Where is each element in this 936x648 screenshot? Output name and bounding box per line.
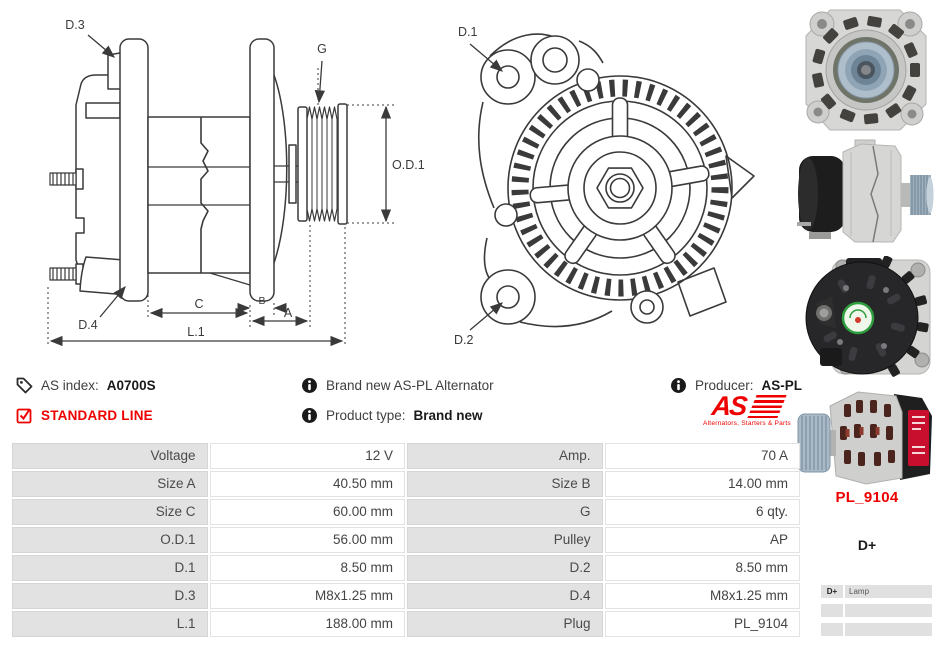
product-type-row: [301, 407, 483, 424]
dim-label-b: B: [258, 295, 266, 307]
spec-value: 60.00 mm: [210, 499, 406, 525]
spec-value: 12 V: [210, 443, 406, 469]
producer-value: AS-PL: [761, 378, 803, 393]
as-pl-logo: [699, 391, 795, 427]
spec-value: 14.00 mm: [605, 471, 801, 497]
spec-table: [12, 443, 800, 637]
alternator-side-view-drawing: [20, 5, 440, 355]
as-logo-stripes: [747, 395, 786, 418]
product-type-value: Brand new: [413, 408, 483, 423]
checkbox-checked-icon: [16, 407, 33, 424]
terminal-legend-table: [821, 585, 932, 636]
spec-value: 188.00 mm: [210, 611, 406, 637]
brand-new-text: Brand new AS-PL Alternator: [326, 378, 494, 393]
spec-value: 8.50 mm: [605, 555, 801, 581]
terminal-designation: D+: [857, 537, 877, 553]
product-photo-front[interactable]: [800, 6, 932, 134]
info-icon: [670, 377, 687, 394]
spec-value: 70 A: [605, 443, 801, 469]
terminal-key: [821, 604, 843, 617]
spec-value: 6 qty.: [605, 499, 801, 525]
standard-line-row: [16, 407, 153, 424]
spec-value: PL_9104: [605, 611, 801, 637]
standard-line-label: STANDARD LINE: [41, 408, 153, 423]
dim-label-l1: L.1: [187, 325, 205, 339]
product-photo-angled[interactable]: [796, 386, 934, 488]
terminal-desc: [845, 604, 932, 617]
spec-label: D.2: [407, 555, 603, 581]
terminal-desc: [845, 623, 932, 636]
spec-label: Size C: [12, 499, 208, 525]
product-photo-side[interactable]: [795, 136, 935, 250]
as-logo-tagline: Alternators, Starters & Parts: [703, 420, 791, 427]
alternator-front-view-drawing: [440, 10, 770, 350]
spec-label: Plug: [407, 611, 603, 637]
producer-label: Producer:: [695, 378, 754, 393]
dim-label-a: A: [283, 306, 293, 320]
spec-label: D.1: [12, 555, 208, 581]
info-icon: [301, 407, 318, 424]
spec-value: 8.50 mm: [210, 555, 406, 581]
dim-label-od1: O.D.1: [392, 158, 425, 172]
dim-label-d1: D.1: [458, 25, 478, 39]
spec-label: G: [407, 499, 603, 525]
product-type-label: Product type:: [326, 408, 406, 423]
dim-label-d3: D.3: [65, 18, 85, 32]
product-photo-rear[interactable]: [800, 256, 934, 378]
terminal-desc: Lamp: [845, 585, 932, 598]
spec-label: D.4: [407, 583, 603, 609]
terminal-key: [821, 623, 843, 636]
dim-label-d4: D.4: [78, 318, 98, 332]
spec-label: Size B: [407, 471, 603, 497]
spec-value: M8x1.25 mm: [210, 583, 406, 609]
spec-value: AP: [605, 527, 801, 553]
spec-value: 56.00 mm: [210, 527, 406, 553]
dim-label-g: G: [317, 42, 327, 56]
terminal-key: D+: [821, 585, 843, 598]
spec-label: L.1: [12, 611, 208, 637]
spec-value: M8x1.25 mm: [605, 583, 801, 609]
spec-label: Pulley: [407, 527, 603, 553]
tag-icon: [16, 377, 33, 394]
plug-part-code: PL_9104: [835, 489, 899, 506]
info-icon: [301, 377, 318, 394]
dim-label-d2: D.2: [454, 333, 474, 347]
as-logo-text: AS: [710, 391, 748, 421]
spec-label: Voltage: [12, 443, 208, 469]
spec-label: D.3: [12, 583, 208, 609]
as-index-row: [16, 377, 156, 394]
as-index-label: AS index:: [41, 378, 99, 393]
brand-new-row: [301, 377, 494, 394]
spec-label: Amp.: [407, 443, 603, 469]
spec-value: 40.50 mm: [210, 471, 406, 497]
dim-label-c: C: [194, 297, 204, 311]
spec-label: Size A: [12, 471, 208, 497]
spec-label: O.D.1: [12, 527, 208, 553]
as-index-value: A0700S: [106, 378, 156, 393]
